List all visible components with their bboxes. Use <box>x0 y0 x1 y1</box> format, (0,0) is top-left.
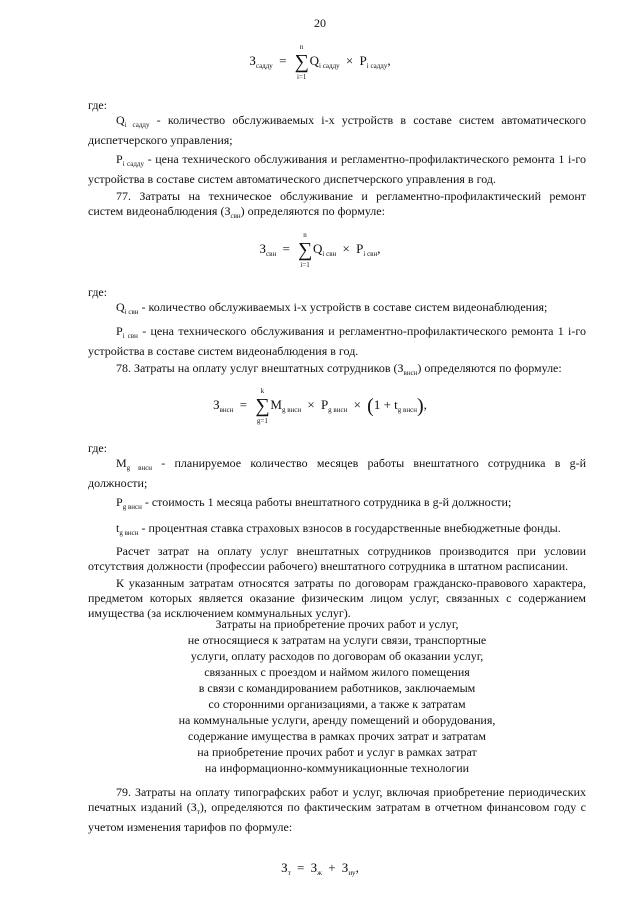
formula-typography: $З_т = З_ж + З_{иу}$, <box>281 860 359 877</box>
definition-q-svn: $Q_{i свн}$ - количество обслуживаемых i-х устройств в составе систем видеонаблюдения; <box>116 300 548 316</box>
paragraph-calculation: Расчет затрат на оплату услуг внештатных сотрудников производится при условии отсутствия должности (профессии рабочего) внештатного сотрудника в штатном расписании. <box>88 544 586 573</box>
paragraph-79-block <box>88 785 586 835</box>
definitions-1 <box>88 113 586 224</box>
where-label: где: <box>88 441 108 455</box>
where-label: где: <box>88 285 108 299</box>
definitions-2 <box>88 300 586 381</box>
section-heading: Затраты на приобретение прочих работ и услуг, не относящиеся к затратам на услуги связи, транспортные услуги, оплату расходов по договорам об оказании услуг, связанных с проездом и наймом жилого помещения в связи с командированием работников, заключаемым со сторонними организациями, а также к затратам на коммунальные услуги, аренду помещений и оборудования, содержание имущества в рамках прочих затрат и затратам на приобретение прочих работ и услуг в рамках затрат на информационно-коммуникационные технологии <box>178 617 496 775</box>
formula-sadu: $З_{садду}$ = n ∑ i=1 $Q_{i садду} \times P_{i садду}$, <box>249 43 391 81</box>
paragraph-included-costs: К указанным затратам относятся затраты по договорам гражданско-правового характера, предметом которых является оказание физическим лицом услуг, связанных с содержанием имущества (за исключением коммунальных услуг). <box>88 576 586 620</box>
definition-p-svn: $P_{i свн}$ - цена технического обслуживания и регламентно-профилактического ремонта 1 i-го устройства в составе систем видеонаблюдения в год. <box>88 324 586 358</box>
definition-m-vnsn: $M_{g внсн}$ - планируемое количество месяцев работы внештатного сотрудника в g-й должности; <box>88 456 587 490</box>
definitions-3 <box>88 456 586 621</box>
definition-p-sadu: $P_{i садду}$ - цена технического обслуживания и регламентно-профилактического ремонта 1 i-го устройства в составе систем автоматического диспетчерского управления в год. <box>88 152 586 186</box>
formula-svn: $З_{свн}$ = n ∑ i=1 $Q_{i свн} \times P_{i свн}$, <box>259 231 381 269</box>
page-number: 20 <box>314 16 326 30</box>
formula-vnsn: $З_{внсн}$ = k ∑ g=1 $M_{g внсн} \times P_{g внсн} \times (1 + t_{g внсн})$, <box>213 387 427 425</box>
sum-symbol: n ∑ i=1 <box>294 43 309 81</box>
paragraph-78: 78. Затраты на оплату услуг внештатных сотрудников $(З_{внсн})$ определяются по формуле: <box>116 361 562 377</box>
sum-symbol: n ∑ i=1 <box>298 231 313 269</box>
paragraph-79: 79. Затраты на оплату типографских работ и услуг, включая приобретение периодических печатных изданий $(З_т)$, определяются по фактическим затратам в отчетном финансовом году с учетом изменения тарифов по формуле: <box>88 785 586 834</box>
formula-lhs: З <box>249 52 256 68</box>
definition-t-vnsn: $t_{g внсн}$ - процентная ставка страховых взносов в государственные внебюджетные фонды. <box>116 521 561 537</box>
definition-p-vnsn: $P_{g внсн}$ - стоимость 1 месяца работы внештатного сотрудника в g-й должности; <box>116 495 512 511</box>
definition-q-sadu: $Q_{i садду}$ - количество обслуживаемых i-х устройств в составе систем автоматического диспетчерского управления; <box>88 113 586 147</box>
sum-symbol: k ∑ g=1 <box>255 387 270 425</box>
paragraph-77: 77. Затраты на техническое обслуживание и регламентно-профилактический ремонт систем видеонаблюдения $(З_{свн})$ определяются по формуле: <box>88 189 586 220</box>
where-label: где: <box>88 98 108 112</box>
